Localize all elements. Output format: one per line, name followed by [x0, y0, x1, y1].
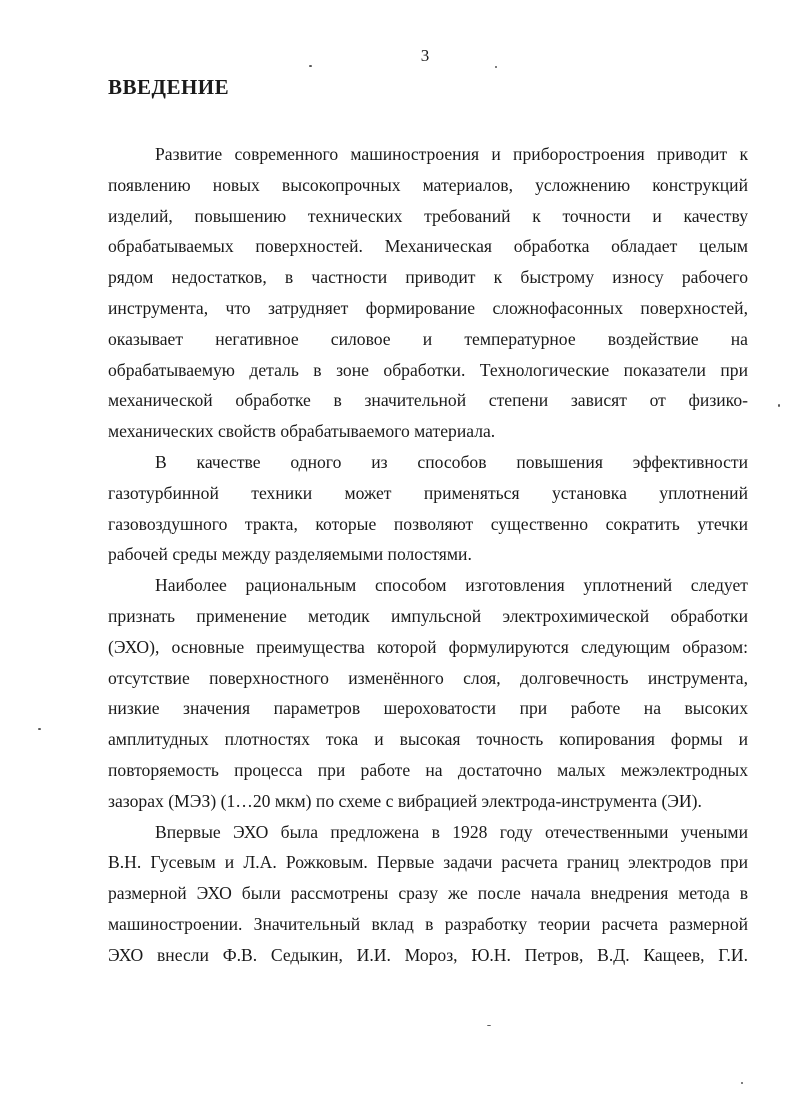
text-line: ЭХО внесли Ф.В. Седыкин, И.И. Мороз, Ю.Н. Петров, В.Д. Кащеев, Г.И. — [108, 944, 748, 965]
text-line: обрабатываемую деталь в зоне обработки. Технологические показатели при — [108, 359, 748, 380]
text-line: отсутствие поверхностного изменённого слоя, долговечность инструмента, — [108, 667, 748, 688]
text-line: появлению новых высокопрочных материалов, усложнению конструкций — [108, 174, 748, 195]
text-line: рабочей среды между разделяемыми полостями. — [108, 544, 472, 565]
text-line: низкие значения параметров шероховатости при работе на высоких — [108, 698, 748, 719]
text-line: обрабатываемых поверхностей. Механическая обработка обладает целым — [108, 236, 748, 257]
text-line: изделий, повышению технических требований к точности и качеству — [108, 205, 748, 226]
text-line: механических свойств обрабатываемого материала. — [108, 421, 496, 442]
text-line: размерной ЭХО были рассмотрены сразу же после начала внедрения метода в — [108, 883, 748, 904]
paragraph-1 — [108, 139, 748, 447]
scan-speck — [38, 728, 41, 730]
scan-speck — [487, 1025, 491, 1026]
page-number: 3 — [420, 46, 430, 65]
text-line: машиностроении. Значительный вклад в разработку теории расчета размерной — [108, 913, 748, 934]
text-line: (ЭХО), основные преимущества которой формулируются следующим образом: — [108, 636, 748, 657]
text-line: механической обработке в значительной степени зависят от физико- — [108, 390, 748, 411]
text-line: Впервые ЭХО была предложена в 1928 году отечественными учеными — [155, 821, 748, 842]
text-line: повторяемость процесса при работе на достаточно малых межэлектродных — [108, 759, 748, 780]
text-line: признать применение методик импульсной электрохимической обработки — [108, 605, 748, 626]
text-line: инструмента, что затрудняет формирование сложнофасонных поверхностей, — [108, 297, 748, 318]
text-line: рядом недостатков, в частности приводит к быстрому износу рабочего — [108, 267, 748, 288]
section-heading: ВВЕДЕНИЕ — [108, 75, 230, 99]
paragraph-3 — [108, 570, 748, 816]
text-line: В качестве одного из способов повышения эффективности — [155, 451, 748, 472]
scan-speck — [309, 65, 312, 67]
text-line: амплитудных плотностях тока и высокая точность копирования формы и — [108, 729, 748, 750]
text-line: газовоздушного тракта, которые позволяют существенно сократить утечки — [108, 513, 748, 534]
body-text — [108, 139, 748, 971]
text-line: зазорах (МЭЗ) (1…20 мкм) по схеме с вибрацией электрода-инструмента (ЭИ). — [108, 790, 702, 811]
scan-speck — [495, 66, 497, 68]
scan-speck — [741, 1082, 743, 1084]
text-line: Наиболее рациональным способом изготовления уплотнений следует — [155, 575, 748, 596]
paragraph-4 — [108, 817, 748, 971]
text-line: В.Н. Гусевым и Л.А. Рожковым. Первые задачи расчета границ электродов при — [108, 852, 748, 873]
paragraph-2 — [108, 447, 748, 570]
text-line: газотурбинной техники может применяться установка уплотнений — [108, 482, 748, 503]
text-line: оказывает негативное силовое и температурное воздействие на — [108, 328, 748, 349]
scan-speck — [778, 404, 780, 407]
text-line: Развитие современного машиностроения и приборостроения приводит к — [155, 144, 748, 164]
